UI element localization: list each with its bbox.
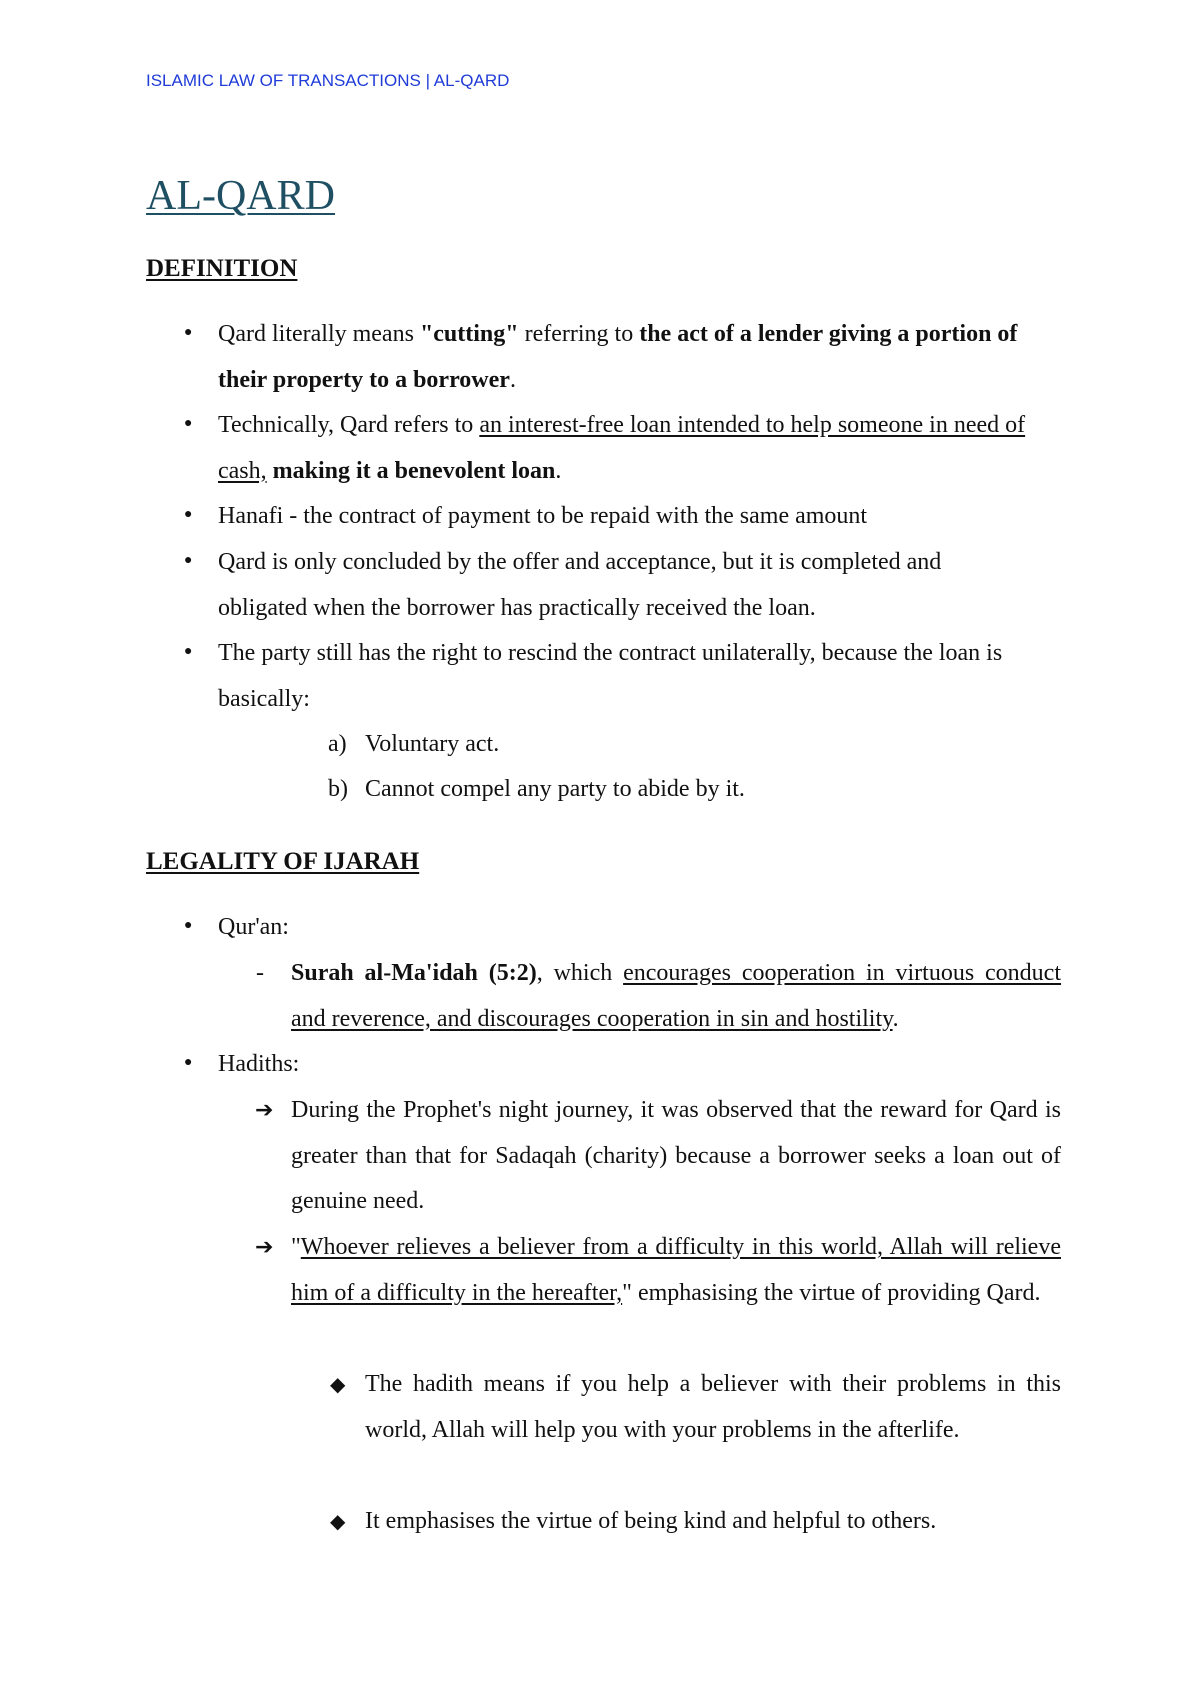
hadith-whoever-relieves: "Whoever relieves a believer from a difficulty in this world, Allah will relieve him of a difficulty in the hereafter," emphasising the virtue of providing Qard. bbox=[291, 1234, 1061, 1306]
hadith-meaning: The hadith means if you help a believer with their problems in this world, Allah will help you with your problems in the afterlife. bbox=[365, 1371, 1061, 1443]
bullet-icon: ● bbox=[184, 918, 193, 933]
diamond-icon: ◆ bbox=[330, 1374, 346, 1396]
dash-marker: - bbox=[256, 960, 264, 986]
sub-label-a: a) bbox=[328, 731, 347, 757]
arrow-right-icon: ➔ bbox=[255, 1097, 274, 1122]
arrow-right-icon: ➔ bbox=[255, 1234, 274, 1259]
sub-item-a: Voluntary act. bbox=[365, 731, 500, 757]
hadith-night-journey: During the Prophet's night journey, it was observed that the reward for Qard is greater than that for Sadaqah (charity) because a borrower seeks a loan out of genuine need. bbox=[291, 1097, 1061, 1214]
definition-bullet-technical: Technically, Qard refers to an interest-free loan intended to help someone in need of cash, making it a benevolent loan. bbox=[218, 412, 1026, 484]
bullet-icon: ● bbox=[184, 325, 193, 340]
quran-label: Qur'an: bbox=[218, 914, 289, 940]
sub-label-b: b) bbox=[328, 776, 348, 802]
hadiths-label: Hadiths: bbox=[218, 1051, 300, 1077]
bullet-icon: ● bbox=[184, 507, 193, 522]
definition-heading: DEFINITION bbox=[146, 255, 298, 282]
definition-bullet-concluded: Qard is only concluded by the offer and acceptance, but it is completed and obligated when the borrower has practically received the loan. bbox=[218, 549, 942, 621]
bullet-icon: ● bbox=[184, 644, 193, 659]
running-header: ISLAMIC LAW OF TRANSACTIONS | AL-QARD bbox=[146, 71, 510, 90]
document-title: AL-QARD bbox=[146, 173, 335, 219]
hadith-virtue: It emphasises the virtue of being kind and helpful to others. bbox=[365, 1508, 937, 1534]
definition-bullet-literal: Qard literally means "cutting" referring to the act of a lender giving a portion of their property to a borrower. bbox=[218, 321, 1018, 393]
bullet-icon: ● bbox=[184, 416, 193, 431]
legality-heading: LEGALITY OF IJARAH bbox=[146, 848, 420, 875]
bullet-icon: ● bbox=[184, 1055, 193, 1070]
diamond-icon: ◆ bbox=[330, 1511, 346, 1533]
quran-surah-item: Surah al-Ma'idah (5:2), which encourages cooperation in virtuous conduct and reverence, and discourages cooperation in sin and hostility. bbox=[291, 960, 1062, 1032]
definition-bullet-rescind: The party still has the right to rescind the contract unilaterally, because the loan is basically: bbox=[218, 640, 1003, 712]
sub-item-b: Cannot compel any party to abide by it. bbox=[365, 776, 745, 802]
bullet-icon: ● bbox=[184, 553, 193, 568]
definition-bullet-hanafi: Hanafi - the contract of payment to be repaid with the same amount bbox=[218, 503, 868, 529]
